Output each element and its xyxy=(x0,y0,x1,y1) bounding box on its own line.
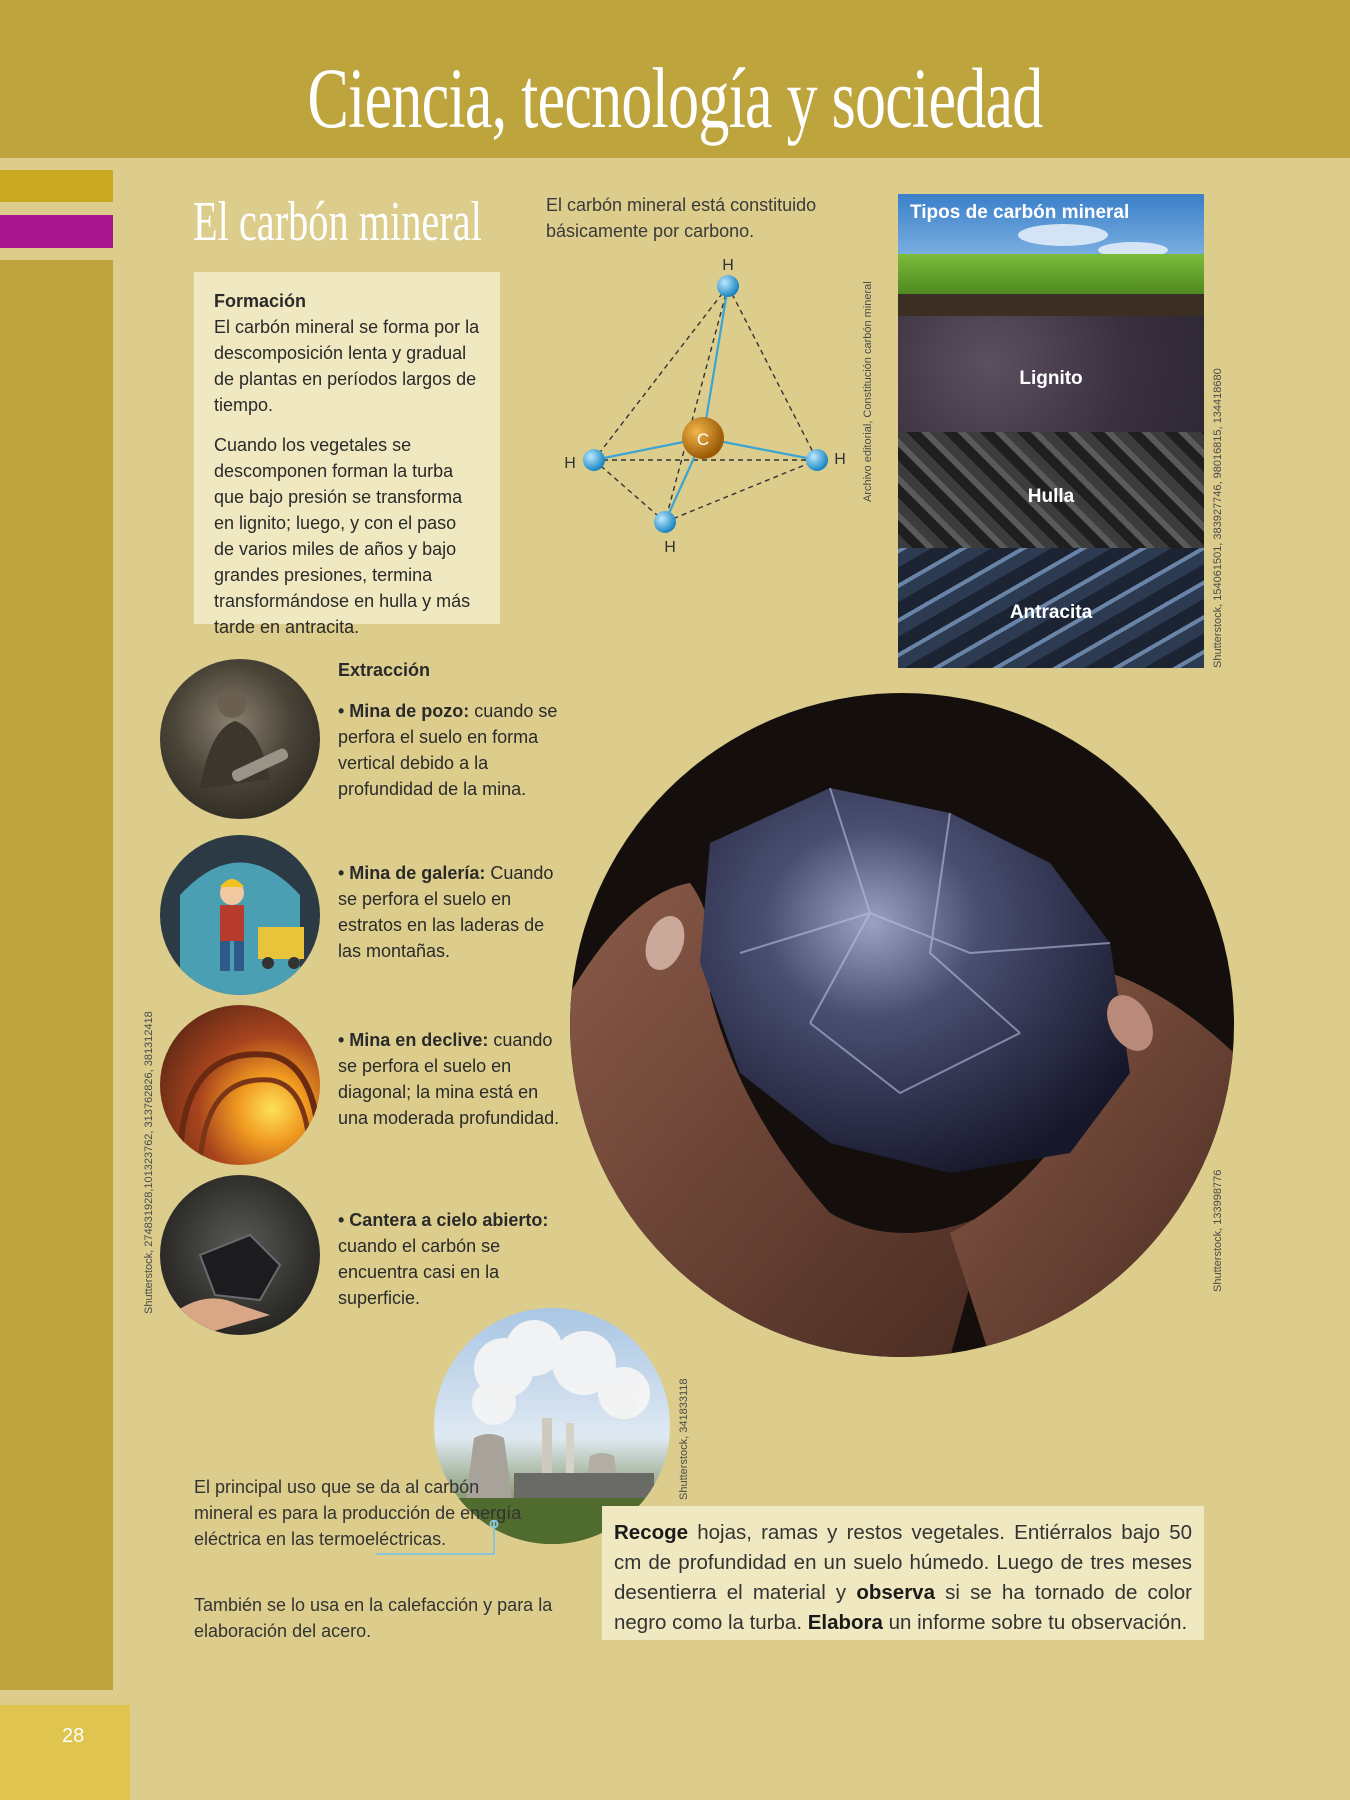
cartoon-miner-icon xyxy=(160,835,320,995)
h-label: H xyxy=(834,451,846,468)
hydrogen-atom xyxy=(806,449,828,471)
tunnel-arch-icon xyxy=(160,1005,320,1165)
h-label: H xyxy=(722,257,734,274)
h-label: H xyxy=(664,539,676,556)
coal-types-figure xyxy=(898,194,1204,668)
extraction-item-gallery xyxy=(338,860,570,964)
activity-text: un informe sobre tu observación. xyxy=(882,1611,1188,1634)
layer-label-lignito: Lignito xyxy=(1019,368,1083,389)
header-bar xyxy=(0,0,1350,158)
extraction-desc: cuando se perfora el suelo en diagonal; la mina está en una moderada profundidad. xyxy=(338,1030,560,1128)
extraction-term: • Mina de galería: xyxy=(338,863,486,883)
activity-text: si se ha tornado de color negro como la turba. xyxy=(614,1581,1192,1634)
carbon-label: C xyxy=(696,430,710,449)
methane-molecule-diagram xyxy=(555,252,855,562)
extraction-term: • Mina de pozo: xyxy=(338,701,470,721)
extraction-heading: Extracción xyxy=(338,660,431,680)
left-sidebar xyxy=(0,260,113,1690)
miner-icon xyxy=(160,659,320,819)
extraction-desc: cuando el carbón se encuentra casi en la superficie. xyxy=(338,1236,501,1308)
formation-paragraph-2: Cuando los vegetales se descomponen forman la turba que bajo presión se transforma en lignito; luego, y con el paso de varios miles de años y bajo grandes presiones, termina transformándose en hulla y más tarde en antracita. xyxy=(214,435,471,637)
extraction-term: • Cantera a cielo abierto: xyxy=(338,1210,549,1230)
grass-layer xyxy=(898,254,1204,294)
shaft-mine-photo xyxy=(160,659,320,819)
extraction-item-slope xyxy=(338,1027,570,1131)
uses-text-secondary: También se lo usa en la calefacción y para la elaboración del acero. xyxy=(194,1595,553,1641)
plant-credit: Shutterstock, 341833118 xyxy=(678,1378,690,1500)
extraction-item-shaft xyxy=(338,698,570,802)
soil-layer xyxy=(898,294,1204,316)
hydrogen-atom xyxy=(583,449,605,471)
extraction-desc: cuando se perfora el suelo en forma vertical debido a la profundidad de la mina. xyxy=(338,701,558,799)
activity-verb: Elabora xyxy=(807,1611,883,1634)
gallery-mine-illustration xyxy=(160,835,320,995)
uses-text-primary: El principal uso que se da al carbón mineral es para la producción de energía eléctrica en las termoeléctricas. xyxy=(194,1477,522,1549)
coal-in-hands-photo xyxy=(570,693,1234,1357)
hand-holding-coal-icon xyxy=(160,1175,320,1335)
coal-types-credit: Shutterstock, 154061501, 383927746, 98016815, 134418680 xyxy=(1212,368,1224,668)
page-title: Ciencia, tecnología y sociedad xyxy=(307,50,1043,146)
formation-heading: Formación xyxy=(214,291,307,311)
activity-text: hojas, ramas y restos vegetales. Entiérralos bajo 50 cm de profundidad en un suelo húmedo. Luego de tres meses desentierra el material y xyxy=(614,1521,1192,1604)
layer-label-hulla: Hulla xyxy=(1027,486,1075,507)
activity-verb: Recoge xyxy=(614,1521,689,1544)
extraction-credit: Shutterstock, 274831928,101323762, 313762826, 381312418 xyxy=(143,1011,155,1314)
coal-photo-credit: Shutterstock, 133998776 xyxy=(1212,1169,1224,1292)
diagram-credit: Archivo editorial, Constitución carbón mineral xyxy=(862,281,874,502)
activity-box xyxy=(602,1506,1204,1640)
page-number: 28 xyxy=(62,1725,85,1747)
hydrogen-atom xyxy=(717,275,739,297)
formation-paragraph-1: El carbón mineral se forma por la descomposición lenta y gradual de plantas en períodos largos de tiempo. xyxy=(214,317,480,415)
slope-mine-photo xyxy=(160,1005,320,1165)
open-pit-photo xyxy=(160,1175,320,1335)
coal-types-title: Tipos de carbón mineral xyxy=(910,202,1130,223)
extraction-item-open-pit xyxy=(338,1207,570,1311)
layer-label-antracita: Antracita xyxy=(1009,602,1093,623)
extraction-term: • Mina en declive: xyxy=(338,1030,489,1050)
decor-stripe-magenta xyxy=(0,215,113,248)
callout-connector xyxy=(376,1520,506,1560)
hydrogen-atom xyxy=(654,511,676,533)
extraction-desc: Cuando se perfora el suelo en estratos en las laderas de las montañas. xyxy=(338,863,554,961)
activity-verb: observa xyxy=(856,1581,935,1604)
section-title: El carbón mineral xyxy=(193,191,482,253)
decor-stripe-gold xyxy=(0,170,113,202)
constitution-text: El carbón mineral está constituido básicamente por carbono. xyxy=(546,195,817,241)
cloud xyxy=(1018,224,1108,246)
coal-lump-illustration xyxy=(570,693,1234,1357)
formation-box xyxy=(194,272,500,637)
h-label: H xyxy=(564,455,576,472)
page-number-box xyxy=(0,1705,130,1800)
